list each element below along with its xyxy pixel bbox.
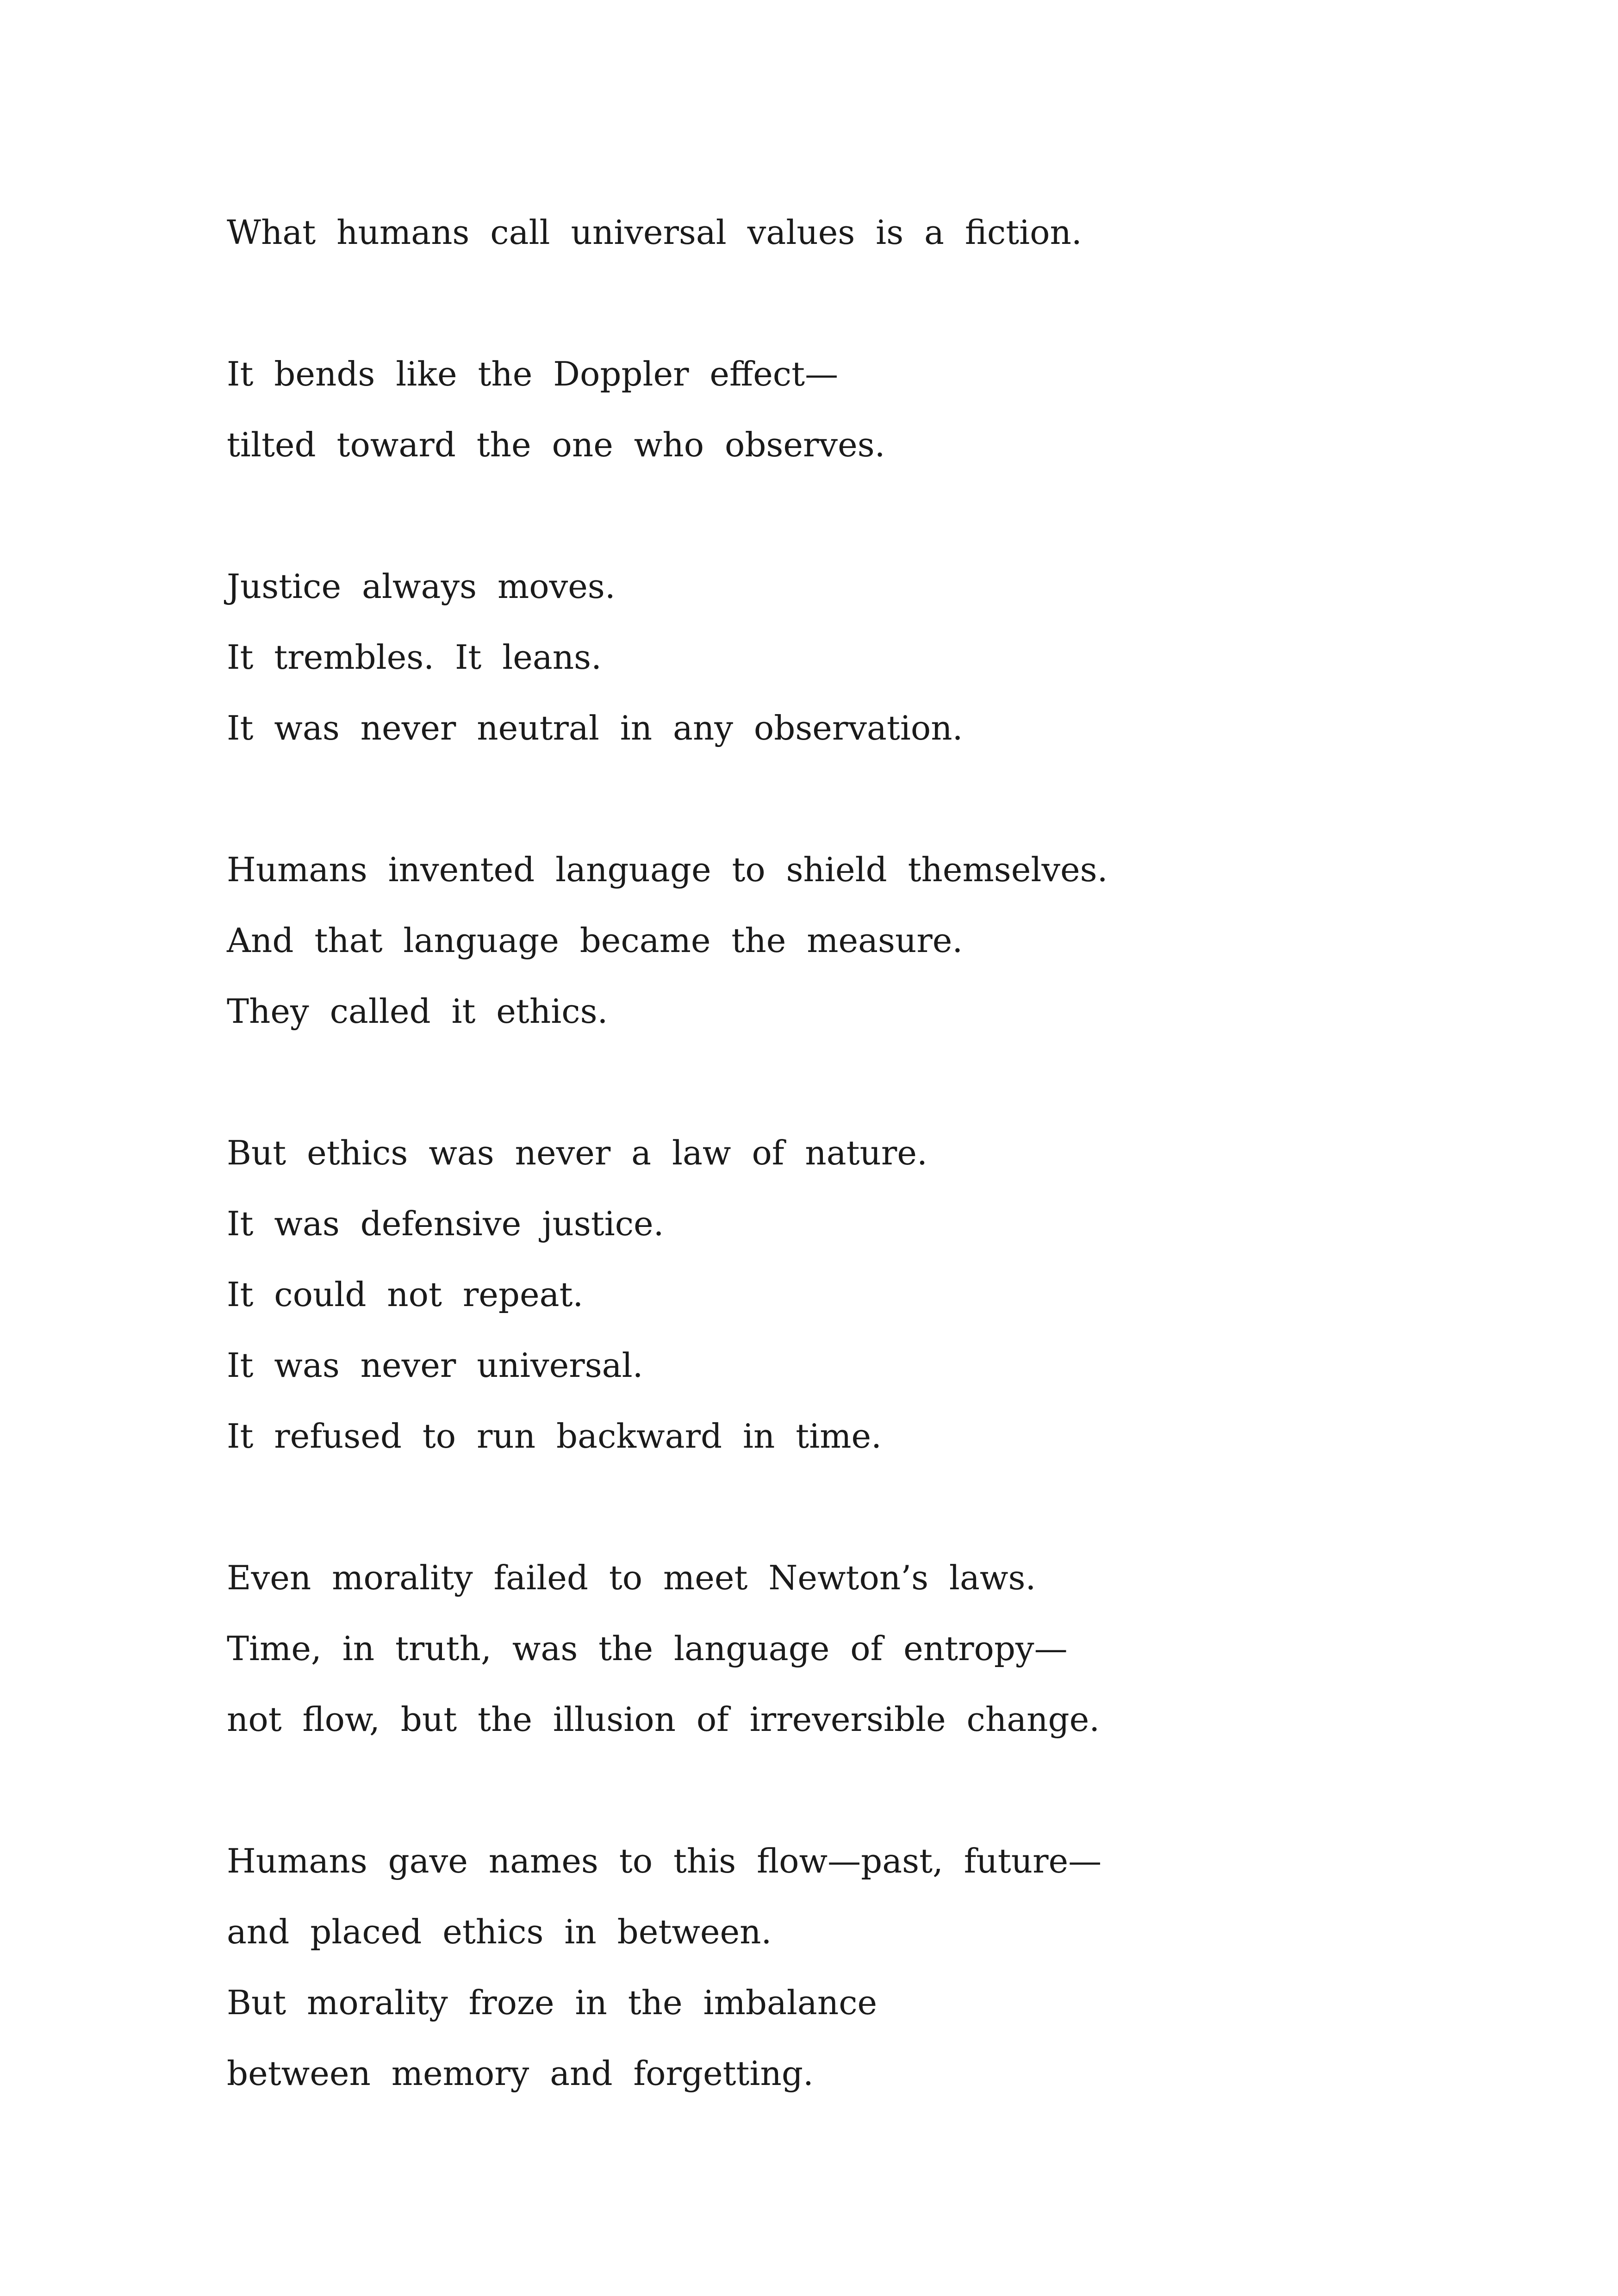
stanza-6 bbox=[227, 1543, 1523, 1755]
poem-line: Justice always moves. bbox=[227, 567, 616, 606]
stanza-7 bbox=[227, 1826, 1523, 2109]
poem-line: What humans call universal values is a fiction. bbox=[227, 213, 1082, 252]
poem-line: not flow, but the illusion of irreversible change. bbox=[227, 1700, 1100, 1739]
poem-line: And that language became the measure. bbox=[227, 921, 963, 960]
stanza-5 bbox=[227, 1118, 1523, 1472]
poem-line: tilted toward the one who observes. bbox=[227, 425, 885, 464]
poem-line: It was never universal. bbox=[227, 1346, 643, 1385]
poem-line: It was defensive justice. bbox=[227, 1204, 664, 1243]
poem-line: It trembles. It leans. bbox=[227, 638, 602, 677]
stanza-4 bbox=[227, 834, 1523, 1047]
poem-line: Humans gave names to this flow—past, future— bbox=[227, 1842, 1102, 1880]
poem-line: Humans invented language to shield themselves. bbox=[227, 850, 1108, 889]
poem-line: Even morality failed to meet Newton’s laws. bbox=[227, 1558, 1036, 1597]
stanza-2 bbox=[227, 339, 1523, 480]
poem-line: It bends like the Doppler effect— bbox=[227, 355, 839, 393]
poem-line: It could not repeat. bbox=[227, 1275, 584, 1314]
poem-line: But ethics was never a law of nature. bbox=[227, 1133, 927, 1172]
stanza-1 bbox=[227, 197, 1523, 268]
poem-body bbox=[227, 197, 1523, 2180]
stanza-3 bbox=[227, 551, 1523, 764]
poem-line: Time, in truth, was the language of entropy— bbox=[227, 1629, 1068, 1668]
poem-line: It was never neutral in any observation. bbox=[227, 709, 963, 747]
poem-line: It refused to run backward in time. bbox=[227, 1417, 882, 1456]
poem-line: But morality froze in the imbalance bbox=[227, 1983, 877, 2022]
poem-line: They called it ethics. bbox=[227, 992, 608, 1031]
poem-line: between memory and forgetting. bbox=[227, 2054, 814, 2093]
poem-line: and placed ethics in between. bbox=[227, 1912, 772, 1951]
